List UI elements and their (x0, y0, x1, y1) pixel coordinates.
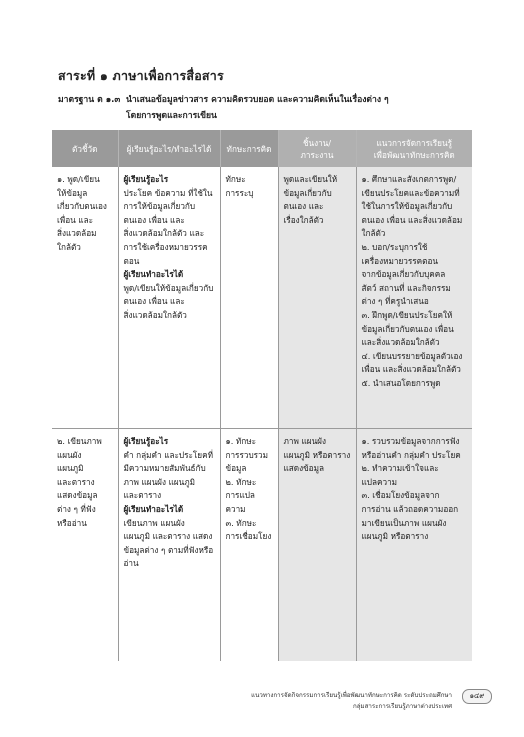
skill-cell: ทักษะ การระบุ (220, 167, 278, 429)
table-row (52, 429, 472, 662)
do-label: ผู้เรียนทำอะไรได้ (123, 269, 184, 280)
header-indicator: ตัวชี้วัด (52, 130, 118, 167)
footer-book-title: แนวทางการจัดกิจกรรมการเรียนรู้เพื่อพัฒนาทักษะการคิด ระดับประถมศึกษา (251, 692, 452, 699)
header-approach: แนวการจัดการเรียนรู้ เพื่อพัฒนาทักษะการคิด (356, 130, 472, 167)
header-work-task: ชิ้นงาน/ ภาระงาน (278, 130, 356, 167)
page-number: ๑๔๙ (462, 689, 492, 704)
strand-title: สาระที่ ๑ ภาษาเพื่อการสื่อสาร (58, 68, 224, 83)
table-header-row (52, 130, 472, 167)
skill-cell: ๑. ทักษะ การรวบรวม ข้อมูล ๒. ทักษะ การแปลความ ๓. ทักษะ การเชื่อมโยง (220, 429, 278, 662)
standard-heading (58, 92, 478, 124)
do-label: ผู้เรียนทำอะไรได้ (123, 503, 184, 514)
learn-label: ผู้เรียนรู้อะไร (123, 174, 169, 184)
approach-cell: ๑. ศึกษาและสังเกตการพูด/ เขียนประโยคและข้อความที่ ใช้ในการให้ข้อมูลเกี่ยวกับ ตนเอง เพื่อน และสิ่งแวดล้อม ใกล้ตัว ๒. บอก/ระบุการใช้ เครื่องหมายวรรคตอน จากข้อมูลเกี่ยวกับบุคคล สัตว์ สถานที่ และกิจกรรม ต่าง ๆ ที่ครูนำเสนอ ๓. ฝึกพูด/เขียนประโยคให้ ข้อมูลเกี่ยวกับตนเอง เพื่อน และสิ่งแวดล้อมใกล้ตัว ๔. เขียนบรรยายข้อมูลตัวเอง เพื่อน และสิ่งแวดล้อมใกล้ตัว ๕. นำเสนอโดยการพูด (356, 167, 472, 429)
indicator-cell: ๒. เขียนภาพ แผนผัง แผนภูมิ และตาราง แสดงข้อมูล ต่าง ๆ ที่ฟัง หรืออ่าน (52, 429, 118, 662)
do-text: พูด/เขียนให้ข้อมูลเกี่ยวกับ ตนเอง เพื่อน และ สิ่งแวดล้อมใกล้ตัว (123, 282, 214, 320)
learn-do-cell (118, 167, 220, 429)
standard-code: มาตรฐาน ต ๑.๓ (58, 95, 121, 105)
do-text: เขียนภาพ แผนผัง แผนภูมิ และตาราง แสดง ข้อมูลต่าง ๆ ตามที่ฟังหรือ อ่าน (123, 517, 214, 569)
learn-text: คำ กลุ่มคำ และประโยคที่ มีความหมายสัมพันธ์กับ ภาพ แผนผัง แผนภูมิ และตาราง (123, 449, 213, 501)
table-row (52, 167, 472, 429)
learn-text: ประโยค ข้อความ ที่ใช้ใน การให้ข้อมูลเกี่ยวกับ ตนเอง เพื่อน และ สิ่งแวดล้อมใกล้ตัว และ การใช้เครื่องหมายวรรคตอน (123, 187, 213, 266)
indicator-cell: ๑. พูด/เขียน ให้ข้อมูล เกี่ยวกับตนเอง เพื่อน และ สิ่งแวดล้อม ใกล้ตัว (52, 167, 118, 429)
standard-text-line1: นำเสนอข้อมูลข่าวสาร ความคิดรวบยอด และความคิดเห็นในเรื่องต่าง ๆ (126, 95, 389, 105)
indicator-table (52, 130, 472, 661)
work-cell: ภาพ แผนผัง แผนภูมิ หรือตาราง แสดงข้อมูล (278, 429, 356, 662)
header-learn-do: ผู้เรียนรู้อะไร/ทำอะไรได้ (118, 130, 220, 167)
header-thinking-skill: ทักษะการคิด (220, 130, 278, 167)
page-footer (251, 690, 452, 712)
approach-cell: ๑. รวบรวมข้อมูลจากการฟัง หรืออ่านคำ กลุ่มคำ ประโยค ๒. ทำความเข้าใจและ แปลความ ๓. เชื่อมโยงข้อมูลจาก การอ่าน แล้วถอดความออก มาเขียนเป็นภาพ แผนผัง แผนภูมิ หรือตาราง (356, 429, 472, 662)
standard-text-line2: โดยการพูดและการเขียน (126, 111, 217, 121)
footer-subject: กลุ่มสาระการเรียนรู้ภาษาต่างประเทศ (353, 703, 452, 710)
learn-label: ผู้เรียนรู้อะไร (123, 436, 169, 446)
learn-do-cell (118, 429, 220, 662)
work-cell: พูดและเขียนให้ ข้อมูลเกี่ยวกับ ตนเอง และ เรื่องใกล้ตัว (278, 167, 356, 429)
